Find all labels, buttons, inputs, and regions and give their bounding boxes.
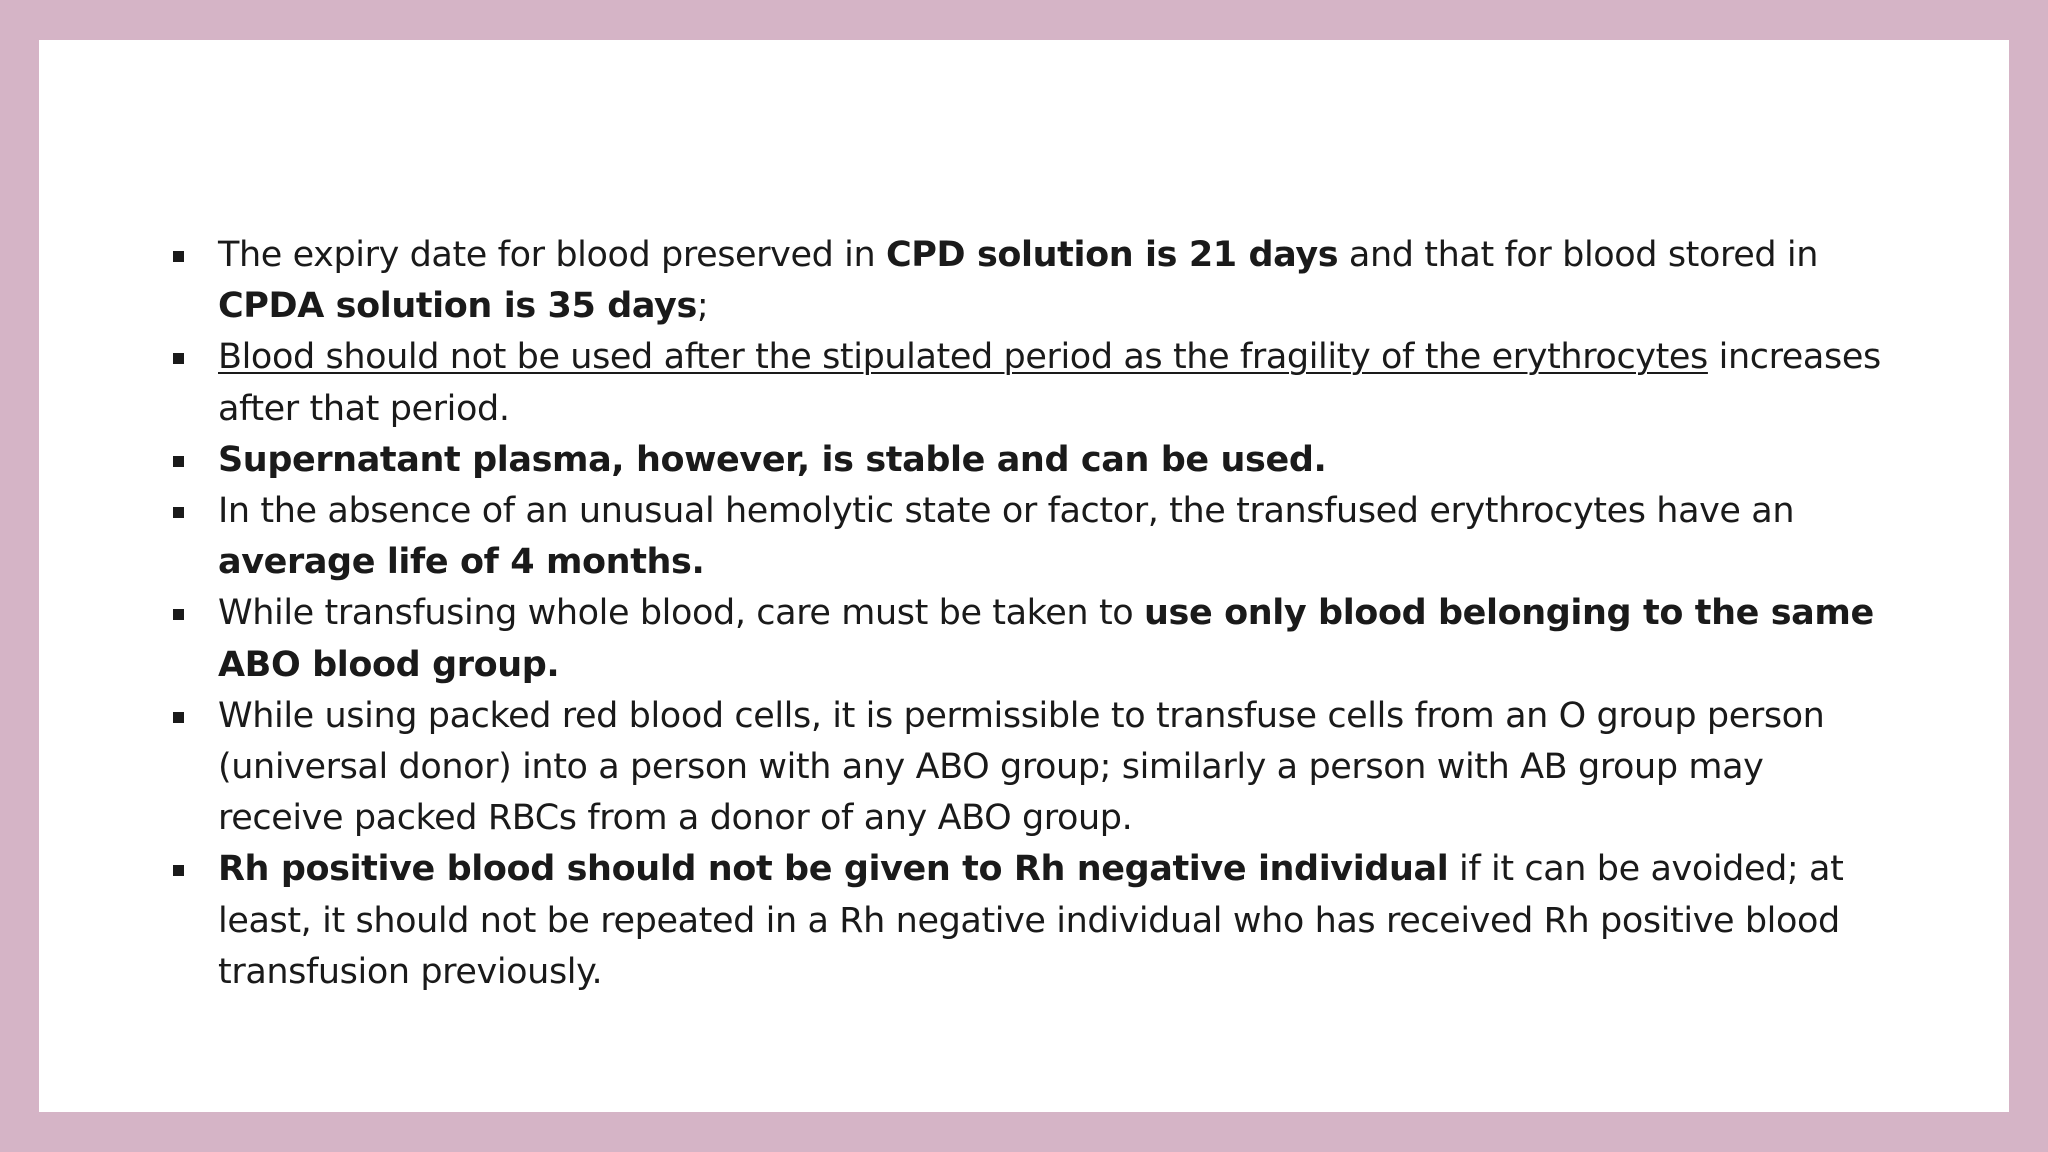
bullet-item bbox=[39, 486, 1898, 588]
square-bullet-icon bbox=[173, 456, 184, 467]
bullet-text: While transfusing whole blood, care must be taken to use only blood belonging to the same ABO blood group. bbox=[218, 593, 1874, 685]
bullet-text: Rh positive blood should not be given to Rh negative individual if it can be avoided; at least, it should not be repeated in a Rh negative individual who has received Rh positive blood transfusion previously. bbox=[218, 849, 1844, 992]
bullet-text: Supernatant plasma, however, is stable and can be used. bbox=[218, 439, 1327, 480]
square-bullet-icon bbox=[173, 609, 184, 620]
square-bullet-icon bbox=[173, 712, 184, 723]
square-bullet-icon bbox=[173, 507, 184, 518]
bullet-item bbox=[39, 230, 1898, 332]
square-bullet-icon bbox=[173, 251, 184, 262]
bullet-text: In the absence of an unusual hemolytic state or factor, the transfused erythrocytes have an average life of 4 months. bbox=[218, 491, 1795, 583]
bullet-text: The expiry date for blood preserved in CPD solution is 21 days and that for blood stored in CPDA solution is 35 days; bbox=[218, 235, 1819, 327]
bullet-item bbox=[39, 844, 1898, 998]
slide-canvas bbox=[39, 40, 2009, 1112]
bullet-list bbox=[39, 230, 2009, 998]
bullet-text: While using packed red blood cells, it is permissible to transfuse cells from an O group person (universal donor) into a person with any ABO group; similarly a person with AB group may receive packed RBCs from a donor of any ABO group. bbox=[218, 695, 1825, 839]
square-bullet-icon bbox=[173, 865, 184, 876]
bullet-item bbox=[39, 332, 1898, 434]
square-bullet-icon bbox=[173, 353, 184, 364]
bullet-text: Blood should not be used after the stipulated period as the fragility of the erythrocytes increases after that period. bbox=[218, 337, 1881, 429]
bullet-item bbox=[39, 691, 1898, 845]
bullet-item bbox=[39, 435, 1898, 486]
bullet-item bbox=[39, 588, 1898, 690]
